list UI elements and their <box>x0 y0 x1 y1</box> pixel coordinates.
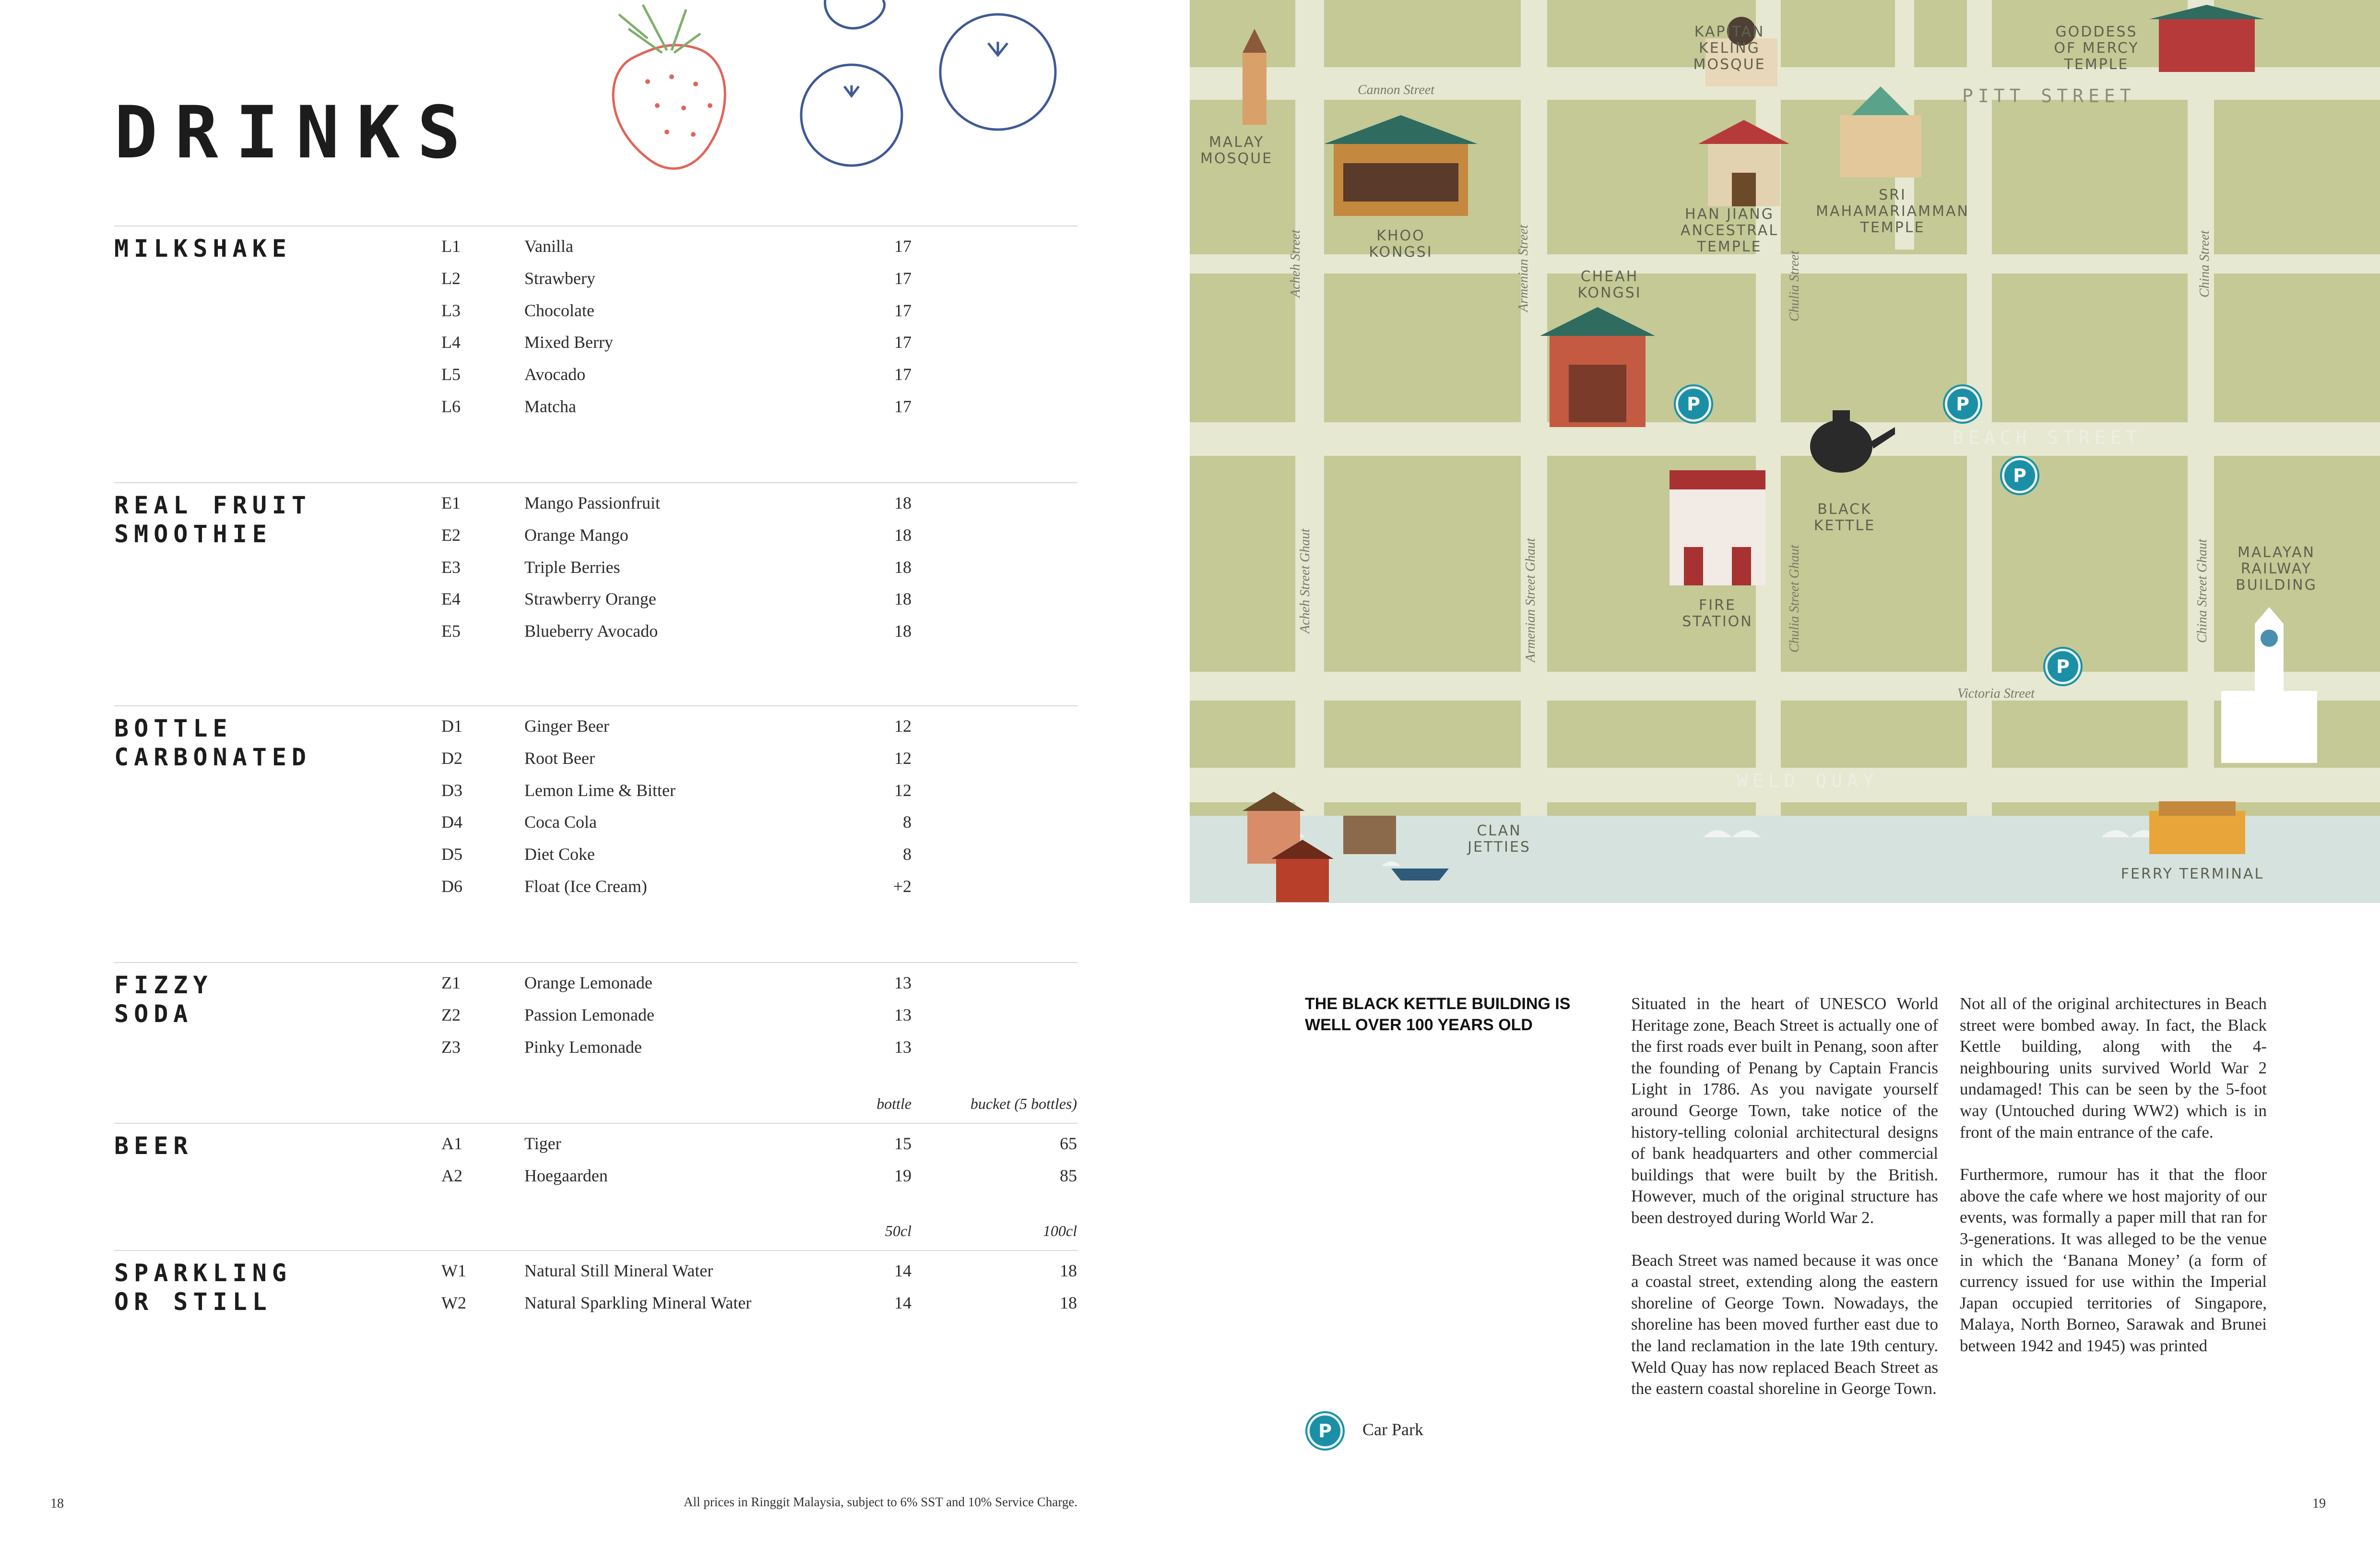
street-weld-quay: WELD QUAY <box>1737 770 1879 791</box>
item-code: E4 <box>441 589 461 609</box>
item-code: D4 <box>441 812 462 832</box>
item-price: +2 <box>893 877 912 896</box>
street-armenian-ghaut: Armenian Street Ghaut <box>1523 538 1538 662</box>
item-name: Chocolate <box>524 300 594 320</box>
item-name: Natural Sparkling Mineral Water <box>524 1293 752 1312</box>
item-price: 13 <box>894 1005 912 1024</box>
car-park-pin: P <box>2045 649 2081 684</box>
item-price: 8 <box>903 845 912 864</box>
item-code: L5 <box>441 365 461 384</box>
item-code: D2 <box>441 748 462 768</box>
article-paragraph: Beach Street was named because it was once a coastal street, extending along the eastern shoreline of George Town. Nowadays, the shoreline has been moved further east due to the land reclamation in the late 19th century. Weld Quay has now replaced Beach Street as the eastern coastal shoreline in George Town. <box>1631 1250 1938 1398</box>
item-name: Avocado <box>524 365 586 384</box>
item-code: D1 <box>441 716 462 736</box>
section-title: REAL FRUIT SMOOTHIE <box>114 491 312 548</box>
column-header: 100cl <box>1042 1222 1077 1239</box>
item-price-large: 65 <box>1060 1134 1077 1153</box>
item-name: Hoegaarden <box>524 1166 608 1185</box>
page-title: DRINKS <box>114 91 478 175</box>
item-code: D5 <box>441 845 462 864</box>
car-park-pin: P <box>2002 458 2037 493</box>
item-code: E3 <box>441 557 461 577</box>
item-code: Z1 <box>441 973 461 992</box>
item-code: Z3 <box>441 1037 461 1057</box>
item-name: Blueberry Avocado <box>524 621 658 641</box>
label-han-jiang-temple: HAN JIANG ANCESTRAL TEMPLE <box>1680 206 1779 255</box>
item-name: Tiger <box>524 1134 561 1153</box>
article-paragraph: Furthermore, rumour has it that the floor above the cafe where we host majority of our events, was formally a paper mill that ran for 3-generations. It was alleged to be the venue in which the ‘Banana Money’ (a form of currency issued for use within the Imperial Japan occupied territories of Singapore, Malaya, North Borneo, Sarawak and Brunei between 1942 and 1945) was printed <box>1960 1165 2267 1355</box>
item-price: 14 <box>894 1293 912 1312</box>
section-divider <box>114 705 1078 706</box>
item-price: 12 <box>894 716 912 736</box>
item-price: 18 <box>894 525 912 545</box>
section-divider <box>114 962 1078 963</box>
article-headline: THE BLACK KETTLE BUILDING IS WELL OVER 100 YEARS OLD <box>1305 995 1571 1034</box>
column-header: bottle <box>876 1095 912 1112</box>
item-code: W1 <box>441 1261 466 1280</box>
item-code: D6 <box>441 877 462 896</box>
section-title: BEER <box>114 1132 193 1160</box>
page-number-left: 18 <box>50 1496 64 1511</box>
item-name: Matcha <box>524 397 576 416</box>
item-name: Triple Berries <box>524 557 620 577</box>
street-china: China Street <box>2197 230 2212 298</box>
item-name: Vanilla <box>524 237 573 256</box>
item-name: Mixed Berry <box>524 333 613 352</box>
item-price: 13 <box>894 973 912 992</box>
section-divider <box>114 482 1078 483</box>
column-header: 50cl <box>885 1222 912 1239</box>
item-price-large: 85 <box>1060 1166 1077 1185</box>
item-code: L3 <box>441 300 461 320</box>
section-title: SPARKLING OR STILL <box>114 1259 292 1316</box>
label-malay-mosque: MALAY MOSQUE <box>1200 134 1273 167</box>
item-price: 17 <box>894 237 912 256</box>
item-code: E5 <box>441 621 461 641</box>
label-black-kettle: BLACK KETTLE <box>1813 501 1876 534</box>
item-price: 17 <box>894 333 912 352</box>
item-name: Passion Lemonade <box>524 1005 654 1024</box>
car-park-legend-icon: P <box>1307 1413 1343 1449</box>
street-chulia-ghaut: Chulia Street Ghaut <box>1787 545 1802 653</box>
label-sri-mahamariamman-temple: SRI MAHAMARIAMMAN TEMPLE <box>1816 187 1969 236</box>
item-name: Float (Ice Cream) <box>524 877 647 896</box>
price-note: All prices in Ringgit Malaysia, subject to 6% SST and 10% Service Charge. <box>684 1495 1078 1509</box>
street-victoria: Victoria Street <box>1957 686 2035 701</box>
item-name: Coca Cola <box>524 812 597 832</box>
section-divider <box>114 1123 1078 1124</box>
street-chulia: Chulia Street <box>1787 250 1802 321</box>
item-name: Pinky Lemonade <box>524 1037 642 1057</box>
street-pitt: PITT STREET <box>1962 85 2136 107</box>
label-goddess-of-mercy-temple: GODDESS OF MERCY TEMPLE <box>2054 24 2139 73</box>
column-header: bucket (5 bottles) <box>970 1095 1077 1112</box>
item-code: E1 <box>441 493 461 512</box>
item-price: 8 <box>903 812 912 832</box>
fire-station-icon <box>1670 470 1765 585</box>
section-title: MILKSHAKE <box>114 235 292 262</box>
map-canvas <box>1190 0 2380 903</box>
label-clan-jetties: CLAN JETTIES <box>1468 822 1531 856</box>
item-code: Z2 <box>441 1005 461 1024</box>
item-code: L2 <box>441 268 461 288</box>
label-khoo-kongsi: KHOO KONGSI <box>1369 227 1433 261</box>
street-china-ghaut: China Street Ghaut <box>2195 539 2210 643</box>
item-code: E2 <box>441 525 461 545</box>
street-acheh-ghaut: Acheh Street Ghaut <box>1298 528 1313 633</box>
section-title: FIZZY SODA <box>114 971 213 1028</box>
car-park-legend-label: Car Park <box>1362 1420 1423 1439</box>
item-price: 18 <box>894 557 912 577</box>
item-code: L4 <box>441 333 461 352</box>
strawberry-icon <box>613 5 725 168</box>
item-name: Strawbery <box>524 268 595 288</box>
item-price: 17 <box>894 397 912 416</box>
item-price: 14 <box>894 1261 912 1280</box>
item-code: A2 <box>441 1166 462 1185</box>
label-malayan-railway-building: MALAYAN RAILWAY BUILDING <box>2236 544 2317 594</box>
car-park-pin: P <box>1945 386 1980 422</box>
blueberry-icon <box>801 0 1055 166</box>
item-code: W2 <box>441 1293 466 1312</box>
item-name: Orange Mango <box>524 525 628 545</box>
item-price: 13 <box>894 1037 912 1057</box>
street-acheh: Acheh Street <box>1288 229 1303 298</box>
item-name: Ginger Beer <box>524 716 609 736</box>
item-price: 18 <box>894 493 912 512</box>
street-beach: BEACH STREET <box>1953 427 2142 448</box>
section-title: BOTTLE CARBONATED <box>114 714 312 771</box>
street-cannon: Cannon Street <box>1358 83 1434 97</box>
item-code: L6 <box>441 397 461 416</box>
street-map <box>1190 0 2380 903</box>
item-price-large: 18 <box>1060 1261 1077 1280</box>
item-code: L1 <box>441 237 461 256</box>
item-price: 17 <box>894 365 912 384</box>
item-code: A1 <box>441 1134 462 1153</box>
item-price: 17 <box>894 268 912 288</box>
item-code: D3 <box>441 780 462 800</box>
label-fire-station: FIRE STATION <box>1682 597 1753 630</box>
article-paragraph: Situated in the heart of UNESCO World Heritage zone, Beach Street is actually one of the first roads ever built in Penang, soon after the founding of Penang by Captain Francis Light in 1786. As you navigate yourself around George Town, take notice of the history-telling colonial architectural designs of bank headquarters and other commercial buildings that were built by the British. However, much of the original structure has been destroyed during World War 2. <box>1631 994 1938 1227</box>
item-name: Orange Lemonade <box>524 973 652 992</box>
article-column-2 <box>1960 993 2267 1378</box>
goddess-of-mercy-temple-icon <box>2149 5 2264 72</box>
label-cheah-kongsi: CHEAH KONGSI <box>1577 268 1642 301</box>
label-kapitan-keling-mosque: KAPITAN KELING MOSQUE <box>1693 24 1766 73</box>
item-name: Diet Coke <box>524 845 595 864</box>
section-divider <box>114 1250 1078 1251</box>
car-park-pin: P <box>1676 386 1711 422</box>
label-ferry-terminal: FERRY TERMINAL <box>2120 866 2264 882</box>
item-name: Mango Passionfruit <box>524 493 660 512</box>
ferry-terminal-icon <box>2149 801 2245 854</box>
item-price: 18 <box>894 589 912 609</box>
item-name: Lemon Lime & Bitter <box>524 780 675 800</box>
item-price: 19 <box>894 1166 912 1185</box>
page-number-right: 19 <box>2312 1496 2326 1511</box>
item-name: Natural Still Mineral Water <box>524 1261 713 1280</box>
item-price: 12 <box>894 780 912 800</box>
fruit-illustration <box>576 0 1127 206</box>
article-paragraph: Not all of the original architectures in Beach street were bombed away. In fact, the Black Kettle building, along with the 4-neighbouring units survived World War 2 undamaged! This can be seen by the 5-foot way (Untouched during WW2) which is in front of the main entrance of the cafe. <box>1960 994 2267 1142</box>
article-column-1 <box>1631 993 1938 1421</box>
item-price: 17 <box>894 300 912 320</box>
item-price: 12 <box>894 748 912 768</box>
item-name: Root Beer <box>524 748 595 768</box>
item-price: 15 <box>894 1134 912 1153</box>
item-price-large: 18 <box>1060 1293 1077 1312</box>
item-name: Strawberry Orange <box>524 589 656 609</box>
item-price: 18 <box>894 621 912 641</box>
street-armenian: Armenian Street <box>1516 225 1531 312</box>
